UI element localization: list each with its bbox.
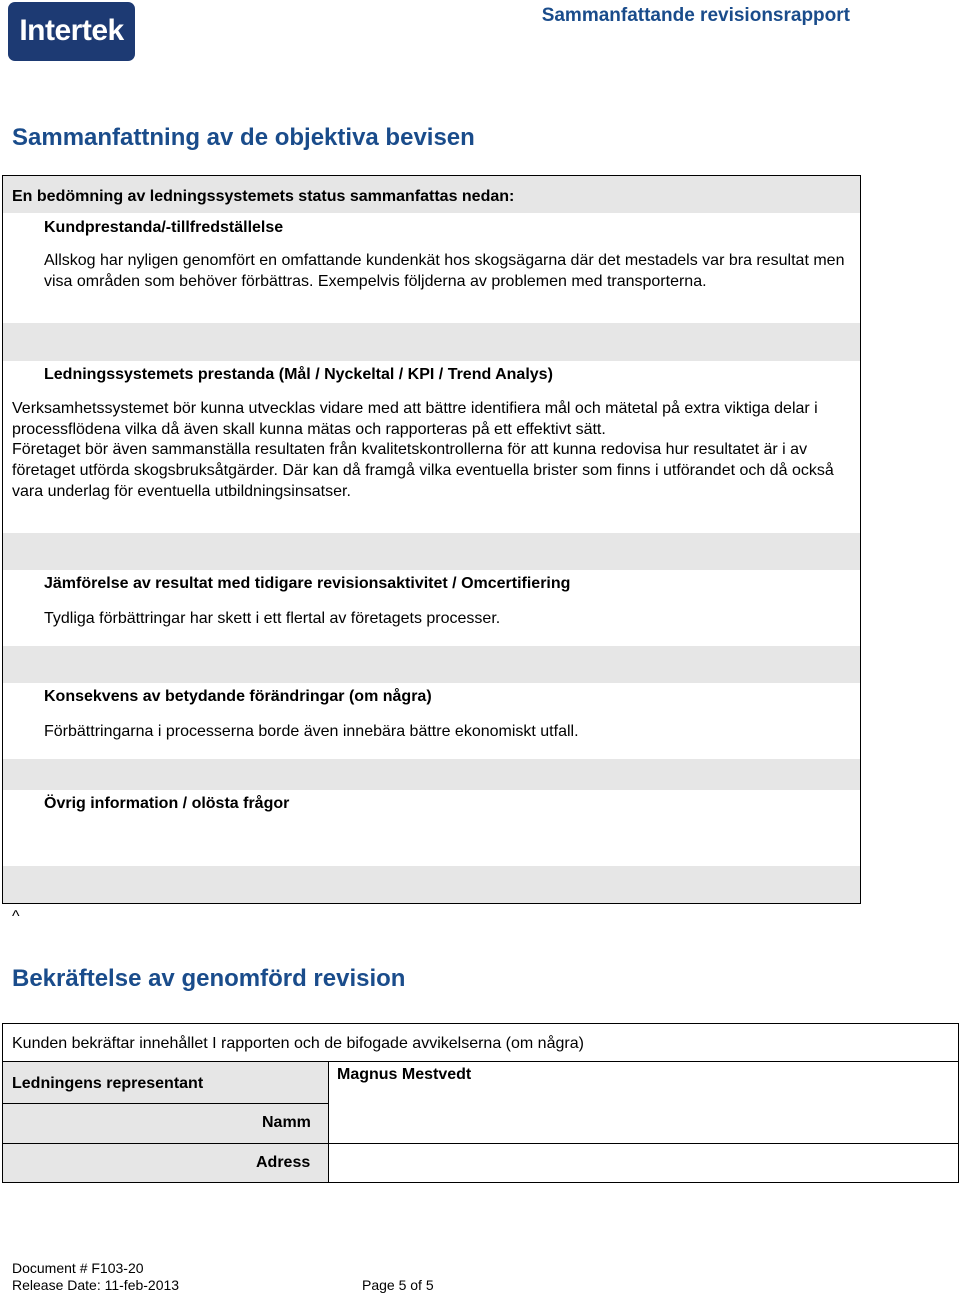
confirmation-statement: Kunden bekräftar innehållet I rapporten och de bifogade avvikelserna (om några) (12, 1035, 584, 1052)
column-divider (328, 1061, 329, 1182)
grey-band (3, 323, 860, 361)
rep-value: Magnus Mestvedt (337, 1066, 472, 1083)
logo-text: Intertek (19, 14, 124, 47)
comparison-heading: Jämförelse av resultat med tidigare revisionsaktivitet / Omcertifiering (44, 575, 571, 592)
other-heading: Övrig information / olösta frågor (44, 795, 290, 812)
performance-heading: Ledningssystemets prestanda (Mål / Nyckeltal / KPI / Trend Analys) (44, 366, 553, 383)
confirmation-title: Bekräftelse av genomförd revision (12, 965, 406, 992)
grey-band (3, 866, 860, 903)
changes-heading: Konsekvens av betydande förändringar (om några) (44, 688, 432, 705)
comparison-text: Tydliga förbättringar har skett i ett flertal av företagets processer. (44, 610, 501, 627)
caret-mark: ^ (12, 908, 20, 925)
customer-heading: Kundprestanda/-tillfredställelse (44, 219, 284, 236)
row-divider (3, 1103, 328, 1104)
rep-label: Ledningens representant (12, 1075, 204, 1092)
performance-text-2: Företaget bör även sammanställa resultaten från kvalitetskontrollerna för att kunna redovisa hur resultatet är i av företaget utförda skogsbruksåtgärder. Där kan då framgå vilka eventuella brister som finns i utförandet och då också vara underlag för eventuella utbildningsinsatser. (12, 441, 834, 500)
summary-title: Sammanfattning av de objektiva bevisen (12, 124, 475, 151)
footer-document: Document # F103-20 (12, 1260, 144, 1276)
summary-intro: En bedömning av ledningssystemets status sammanfattas nedan: (12, 188, 515, 205)
report-title: Sammanfattande revisionsrapport (541, 5, 850, 26)
address-label: Adress (256, 1154, 311, 1171)
grey-band (3, 646, 860, 683)
grey-band (3, 759, 860, 790)
changes-text: Förbättringarna i processerna borde även innebära bättre ekonomiskt utfall. (44, 723, 579, 740)
footer-release: Release Date: 11-feb-2013 (12, 1277, 180, 1293)
name-label: Namm (262, 1114, 311, 1131)
grey-band (3, 533, 860, 570)
intertek-logo (8, 2, 135, 61)
row-divider (3, 1143, 958, 1144)
footer-page: Page 5 of 5 (362, 1277, 434, 1293)
row-divider (3, 1061, 958, 1062)
customer-text: Allskog har nyligen genomfört en omfattande kundenkät hos skogsägarna där det mestadels var bra resultat men visa områden som behöver förbättras. Exempelvis följderna av problemen med transporterna. (44, 252, 845, 290)
performance-text-1: Verksamhetssystemet bör kunna utvecklas vidare med att bättre identifiera mål och mätetal på extra viktiga delar i processflödena vilka då även skall kunna mätas och rapporteras på ett effektivt sätt. (12, 400, 818, 438)
